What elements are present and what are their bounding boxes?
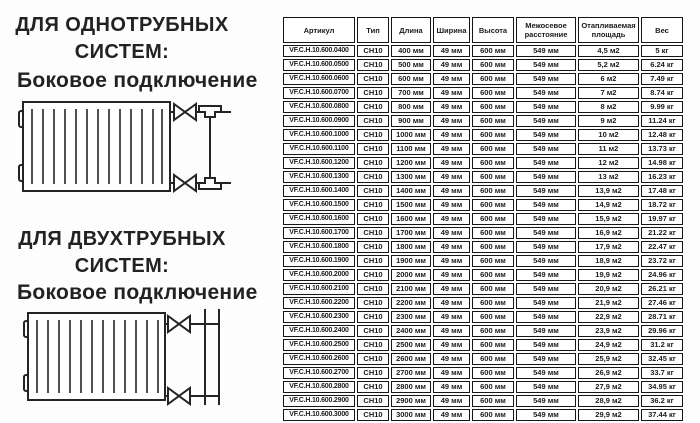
cell-length: 1800 мм [391, 241, 431, 253]
cell-axial_distance: 549 мм [516, 115, 576, 127]
cell-height: 600 мм [472, 311, 514, 323]
cell-length: 1000 мм [391, 129, 431, 141]
two-pipe-title-line2: СИСТЕМ: [74, 255, 170, 277]
cell-heated_area: 12 м2 [578, 157, 639, 169]
cell-axial_distance: 549 мм [516, 367, 576, 379]
cell-heated_area: 6 м2 [578, 73, 639, 85]
two-pipe-side-connection-diagram [16, 305, 236, 409]
cell-type: CH10 [357, 87, 389, 99]
cell-axial_distance: 549 мм [516, 297, 576, 309]
cell-height: 600 мм [472, 283, 514, 295]
cell-heated_area: 25,9 м2 [578, 353, 639, 365]
cell-type: CH10 [357, 199, 389, 211]
valve-icon [174, 104, 196, 120]
cell-length: 1700 мм [391, 227, 431, 239]
cell-height: 600 мм [472, 213, 514, 225]
cell-axial_distance: 549 мм [516, 227, 576, 239]
cell-type: CH10 [357, 255, 389, 267]
cell-weight: 24.96 кг [641, 269, 683, 281]
cell-weight: 31.2 кг [641, 339, 683, 351]
cell-article: VF.C.H.10.600.1000 [283, 129, 355, 141]
cell-axial_distance: 549 мм [516, 143, 576, 155]
cell-height: 600 мм [472, 59, 514, 71]
valve-icon [168, 388, 190, 404]
cell-axial_distance: 549 мм [516, 185, 576, 197]
cell-axial_distance: 549 мм [516, 59, 576, 71]
cell-length: 1500 мм [391, 199, 431, 211]
cell-heated_area: 29,9 м2 [578, 409, 639, 421]
table-row [283, 297, 683, 309]
table-row [283, 325, 683, 337]
cell-heated_area: 14,9 м2 [578, 199, 639, 211]
column-header-article: Артикул [283, 17, 355, 43]
cell-width: 49 мм [433, 409, 470, 421]
cell-type: CH10 [357, 45, 389, 57]
table-row [283, 227, 683, 239]
cell-article: VF.C.H.10.600.2100 [283, 283, 355, 295]
cell-width: 49 мм [433, 241, 470, 253]
cell-weight: 12.48 кг [641, 129, 683, 141]
table-row [283, 241, 683, 253]
cell-height: 600 мм [472, 171, 514, 183]
cell-type: CH10 [357, 409, 389, 421]
cell-width: 49 мм [433, 59, 470, 71]
column-header-type: Тип [357, 17, 389, 43]
cell-length: 2500 мм [391, 339, 431, 351]
column-header-heated_area: Отапливаемая площадь [578, 17, 639, 43]
cell-heated_area: 20,9 м2 [578, 283, 639, 295]
cell-axial_distance: 549 мм [516, 171, 576, 183]
two-pipe-section-title [0, 226, 244, 280]
cell-article: VF.C.H.10.600.0700 [283, 87, 355, 99]
column-header-axial_distance: Межосевое расстояние [516, 17, 576, 43]
cell-axial_distance: 549 мм [516, 129, 576, 141]
cell-length: 800 мм [391, 101, 431, 113]
radiator-icon [19, 102, 170, 191]
cell-height: 600 мм [472, 297, 514, 309]
cell-length: 1300 мм [391, 171, 431, 183]
cell-heated_area: 15,9 м2 [578, 213, 639, 225]
cell-heated_area: 27,9 м2 [578, 381, 639, 393]
cell-weight: 16.23 кг [641, 171, 683, 183]
table-row [283, 45, 683, 57]
table-row [283, 283, 683, 295]
cell-length: 2100 мм [391, 283, 431, 295]
cell-axial_distance: 549 мм [516, 87, 576, 99]
cell-width: 49 мм [433, 283, 470, 295]
cell-axial_distance: 549 мм [516, 73, 576, 85]
table-row [283, 395, 683, 407]
cell-heated_area: 21,9 м2 [578, 297, 639, 309]
cell-heated_area: 18,9 м2 [578, 255, 639, 267]
cell-axial_distance: 549 мм [516, 269, 576, 281]
cell-axial_distance: 549 мм [516, 395, 576, 407]
cell-height: 600 мм [472, 87, 514, 99]
cell-width: 49 мм [433, 73, 470, 85]
cell-article: VF.C.H.10.600.1900 [283, 255, 355, 267]
table-row [283, 381, 683, 393]
cell-width: 49 мм [433, 381, 470, 393]
cell-length: 900 мм [391, 115, 431, 127]
cell-axial_distance: 549 мм [516, 213, 576, 225]
cell-type: CH10 [357, 367, 389, 379]
cell-type: CH10 [357, 353, 389, 365]
radiator-spec-table [281, 15, 685, 423]
cell-article: VF.C.H.10.600.1100 [283, 143, 355, 155]
cell-heated_area: 5,2 м2 [578, 59, 639, 71]
cell-weight: 37.44 кг [641, 409, 683, 421]
cell-article: VF.C.H.10.600.0600 [283, 73, 355, 85]
cell-heated_area: 26,9 м2 [578, 367, 639, 379]
cell-article: VF.C.H.10.600.0500 [283, 59, 355, 71]
cell-type: CH10 [357, 213, 389, 225]
cell-weight: 26.21 кг [641, 283, 683, 295]
cell-heated_area: 4,5 м2 [578, 45, 639, 57]
cell-height: 600 мм [472, 269, 514, 281]
cell-length: 700 мм [391, 87, 431, 99]
cell-weight: 23.72 кг [641, 255, 683, 267]
cell-type: CH10 [357, 241, 389, 253]
cell-article: VF.C.H.10.600.0400 [283, 45, 355, 57]
two-pipe-subtitle: Боковое подключение [17, 281, 258, 304]
cell-type: CH10 [357, 283, 389, 295]
table-row [283, 101, 683, 113]
cell-heated_area: 28,9 м2 [578, 395, 639, 407]
cell-width: 49 мм [433, 311, 470, 323]
table-row [283, 73, 683, 85]
table-row [283, 367, 683, 379]
cell-article: VF.C.H.10.600.2900 [283, 395, 355, 407]
cell-article: VF.C.H.10.600.1700 [283, 227, 355, 239]
cell-weight: 5 кг [641, 45, 683, 57]
table-header-row [283, 17, 683, 43]
cell-type: CH10 [357, 311, 389, 323]
cell-article: VF.C.H.10.600.1300 [283, 171, 355, 183]
column-header-width: Ширина [433, 17, 470, 43]
cell-height: 600 мм [472, 381, 514, 393]
cell-weight: 9.99 кг [641, 101, 683, 113]
cell-weight: 7.49 кг [641, 73, 683, 85]
tee-fitting-icon [199, 178, 221, 189]
table-row [283, 255, 683, 267]
valve-icon [168, 316, 190, 332]
table-row [283, 115, 683, 127]
cell-length: 1900 мм [391, 255, 431, 267]
cell-article: VF.C.H.10.600.1800 [283, 241, 355, 253]
cell-height: 600 мм [472, 115, 514, 127]
cell-heated_area: 24,9 м2 [578, 339, 639, 351]
cell-type: CH10 [357, 143, 389, 155]
cell-length: 600 мм [391, 73, 431, 85]
cell-length: 2600 мм [391, 353, 431, 365]
cell-article: VF.C.H.10.600.2400 [283, 325, 355, 337]
cell-article: VF.C.H.10.600.1500 [283, 199, 355, 211]
cell-type: CH10 [357, 395, 389, 407]
cell-axial_distance: 549 мм [516, 241, 576, 253]
cell-heated_area: 16,9 м2 [578, 227, 639, 239]
cell-weight: 14.98 кг [641, 157, 683, 169]
cell-weight: 36.2 кг [641, 395, 683, 407]
cell-axial_distance: 549 мм [516, 199, 576, 211]
cell-weight: 32.45 кг [641, 353, 683, 365]
cell-width: 49 мм [433, 213, 470, 225]
one-pipe-piping [170, 104, 231, 191]
cell-width: 49 мм [433, 199, 470, 211]
cell-heated_area: 13,9 м2 [578, 185, 639, 197]
cell-height: 600 мм [472, 255, 514, 267]
cell-height: 600 мм [472, 101, 514, 113]
cell-heated_area: 19,9 м2 [578, 269, 639, 281]
cell-heated_area: 7 м2 [578, 87, 639, 99]
cell-axial_distance: 549 мм [516, 409, 576, 421]
cell-axial_distance: 549 мм [516, 339, 576, 351]
cell-type: CH10 [357, 185, 389, 197]
radiator-body [23, 102, 170, 191]
cell-axial_distance: 549 мм [516, 325, 576, 337]
two-pipe-piping [165, 309, 219, 405]
cell-weight: 11.24 кг [641, 115, 683, 127]
cell-height: 600 мм [472, 199, 514, 211]
table-row [283, 143, 683, 155]
cell-length: 2800 мм [391, 381, 431, 393]
cell-weight: 21.22 кг [641, 227, 683, 239]
table-row [283, 339, 683, 351]
cell-height: 600 мм [472, 129, 514, 141]
cell-length: 2300 мм [391, 311, 431, 323]
table-row [283, 409, 683, 421]
one-pipe-subtitle: Боковое подключение [17, 69, 258, 92]
cell-weight: 13.73 кг [641, 143, 683, 155]
cell-axial_distance: 549 мм [516, 45, 576, 57]
cell-length: 2200 мм [391, 297, 431, 309]
cell-length: 400 мм [391, 45, 431, 57]
cell-heated_area: 13 м2 [578, 171, 639, 183]
cell-width: 49 мм [433, 325, 470, 337]
table-row [283, 213, 683, 225]
table-row [283, 129, 683, 141]
cell-type: CH10 [357, 129, 389, 141]
cell-axial_distance: 549 мм [516, 353, 576, 365]
column-header-weight: Вес [641, 17, 683, 43]
cell-height: 600 мм [472, 395, 514, 407]
cell-length: 1100 мм [391, 143, 431, 155]
cell-width: 49 мм [433, 101, 470, 113]
cell-width: 49 мм [433, 227, 470, 239]
cell-article: VF.C.H.10.600.2000 [283, 269, 355, 281]
cell-article: VF.C.H.10.600.0900 [283, 115, 355, 127]
cell-height: 600 мм [472, 157, 514, 169]
cell-width: 49 мм [433, 45, 470, 57]
cell-width: 49 мм [433, 255, 470, 267]
cell-length: 2000 мм [391, 269, 431, 281]
cell-article: VF.C.H.10.600.2800 [283, 381, 355, 393]
cell-length: 2400 мм [391, 325, 431, 337]
cell-weight: 19.97 кг [641, 213, 683, 225]
one-pipe-title-line1: ДЛЯ ОДНОТРУБНЫХ [15, 14, 229, 36]
cell-type: CH10 [357, 325, 389, 337]
cell-weight: 22.47 кг [641, 241, 683, 253]
cell-length: 2900 мм [391, 395, 431, 407]
table-row [283, 199, 683, 211]
cell-axial_distance: 549 мм [516, 381, 576, 393]
cell-heated_area: 11 м2 [578, 143, 639, 155]
one-pipe-section-title [0, 12, 244, 66]
cell-heated_area: 23,9 м2 [578, 325, 639, 337]
cell-axial_distance: 549 мм [516, 311, 576, 323]
table-row [283, 311, 683, 323]
cell-type: CH10 [357, 101, 389, 113]
cell-length: 2700 мм [391, 367, 431, 379]
cell-article: VF.C.H.10.600.2300 [283, 311, 355, 323]
connection-schemes-panel [0, 0, 280, 421]
cell-article: VF.C.H.10.600.3000 [283, 409, 355, 421]
table-row [283, 87, 683, 99]
cell-weight: 17.48 кг [641, 185, 683, 197]
cell-height: 600 мм [472, 227, 514, 239]
table-row [283, 185, 683, 197]
valve-icon [174, 175, 196, 191]
cell-width: 49 мм [433, 297, 470, 309]
cell-type: CH10 [357, 227, 389, 239]
cell-article: VF.C.H.10.600.2700 [283, 367, 355, 379]
cell-height: 600 мм [472, 241, 514, 253]
cell-length: 1200 мм [391, 157, 431, 169]
cell-weight: 6.24 кг [641, 59, 683, 71]
cell-type: CH10 [357, 115, 389, 127]
cell-weight: 28.71 кг [641, 311, 683, 323]
cell-axial_distance: 549 мм [516, 157, 576, 169]
cell-width: 49 мм [433, 395, 470, 407]
cell-weight: 18.72 кг [641, 199, 683, 211]
tee-fitting-icon [199, 106, 221, 117]
cell-article: VF.C.H.10.600.1600 [283, 213, 355, 225]
cell-width: 49 мм [433, 353, 470, 365]
column-header-height: Высота [472, 17, 514, 43]
table-row [283, 353, 683, 365]
cell-type: CH10 [357, 269, 389, 281]
cell-height: 600 мм [472, 367, 514, 379]
cell-width: 49 мм [433, 129, 470, 141]
cell-height: 600 мм [472, 45, 514, 57]
radiator-icon [24, 313, 165, 400]
two-pipe-title-line1: ДЛЯ ДВУХТРУБНЫХ [18, 228, 226, 250]
cell-weight: 33.7 кг [641, 367, 683, 379]
cell-article: VF.C.H.10.600.2200 [283, 297, 355, 309]
cell-heated_area: 8 м2 [578, 101, 639, 113]
cell-length: 1400 мм [391, 185, 431, 197]
table-row [283, 157, 683, 169]
cell-type: CH10 [357, 171, 389, 183]
cell-heated_area: 10 м2 [578, 129, 639, 141]
table-row [283, 171, 683, 183]
cell-weight: 27.46 кг [641, 297, 683, 309]
cell-heated_area: 22,9 м2 [578, 311, 639, 323]
cell-article: VF.C.H.10.600.1200 [283, 157, 355, 169]
cell-heated_area: 17,9 м2 [578, 241, 639, 253]
cell-heated_area: 9 м2 [578, 115, 639, 127]
cell-width: 49 мм [433, 87, 470, 99]
cell-article: VF.C.H.10.600.1400 [283, 185, 355, 197]
cell-length: 500 мм [391, 59, 431, 71]
cell-width: 49 мм [433, 339, 470, 351]
cell-axial_distance: 549 мм [516, 255, 576, 267]
table-row [283, 59, 683, 71]
cell-height: 600 мм [472, 73, 514, 85]
cell-width: 49 мм [433, 157, 470, 169]
table-row [283, 269, 683, 281]
cell-length: 3000 мм [391, 409, 431, 421]
cell-weight: 8.74 кг [641, 87, 683, 99]
cell-width: 49 мм [433, 115, 470, 127]
cell-article: VF.C.H.10.600.2600 [283, 353, 355, 365]
cell-type: CH10 [357, 73, 389, 85]
cell-width: 49 мм [433, 367, 470, 379]
cell-width: 49 мм [433, 185, 470, 197]
cell-type: CH10 [357, 339, 389, 351]
cell-type: CH10 [357, 297, 389, 309]
cell-length: 1600 мм [391, 213, 431, 225]
column-header-length: Длина [391, 17, 431, 43]
cell-type: CH10 [357, 381, 389, 393]
cell-weight: 34.95 кг [641, 381, 683, 393]
cell-article: VF.C.H.10.600.0800 [283, 101, 355, 113]
cell-type: CH10 [357, 59, 389, 71]
cell-type: CH10 [357, 157, 389, 169]
cell-height: 600 мм [472, 339, 514, 351]
cell-height: 600 мм [472, 185, 514, 197]
cell-height: 600 мм [472, 409, 514, 421]
cell-height: 600 мм [472, 353, 514, 365]
cell-width: 49 мм [433, 171, 470, 183]
cell-axial_distance: 549 мм [516, 283, 576, 295]
cell-axial_distance: 549 мм [516, 101, 576, 113]
cell-height: 600 мм [472, 325, 514, 337]
cell-weight: 29.96 кг [641, 325, 683, 337]
one-pipe-title-line2: СИСТЕМ: [74, 41, 170, 63]
cell-width: 49 мм [433, 143, 470, 155]
cell-article: VF.C.H.10.600.2500 [283, 339, 355, 351]
one-pipe-side-connection-diagram [16, 97, 236, 197]
cell-height: 600 мм [472, 143, 514, 155]
cell-width: 49 мм [433, 269, 470, 281]
